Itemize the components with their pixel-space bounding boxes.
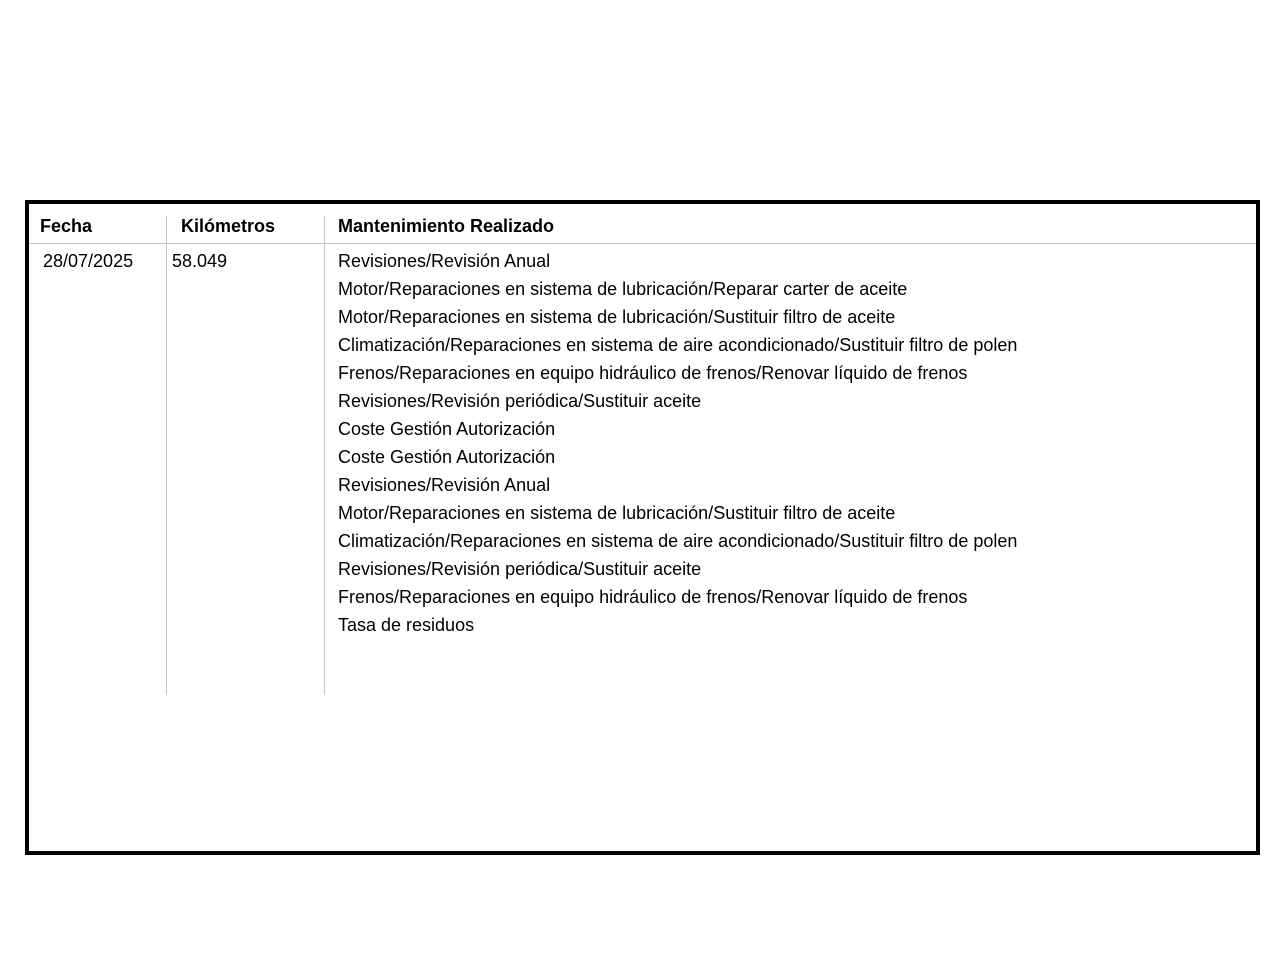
maintenance-item: Frenos/Reparaciones en equipo hidráulico de frenos/Renovar líquido de frenos xyxy=(338,587,968,607)
maintenance-item: Frenos/Reparaciones en equipo hidráulico de frenos/Renovar líquido de frenos xyxy=(338,363,968,383)
maintenance-item: Motor/Reparaciones en sistema de lubricación/Sustituir filtro de aceite xyxy=(338,503,896,523)
maintenance-item: Motor/Reparaciones en sistema de lubricación/Sustituir filtro de aceite xyxy=(338,307,896,327)
cell-mantenimiento xyxy=(325,244,1256,695)
maintenance-item: Revisiones/Revisión periódica/Sustituir aceite xyxy=(338,391,702,411)
maintenance-item: Coste Gestión Autorización xyxy=(338,447,556,467)
maintenance-item: Coste Gestión Autorización xyxy=(338,419,556,439)
table-header-row xyxy=(29,204,1256,244)
maintenance-item: Revisiones/Revisión Anual xyxy=(338,251,551,271)
maintenance-item: Motor/Reparaciones en sistema de lubricación/Reparar carter de aceite xyxy=(338,279,908,299)
maintenance-table-frame xyxy=(25,200,1260,855)
cell-kilometros: 58.049 xyxy=(167,244,325,695)
maintenance-item: Tasa de residuos xyxy=(338,615,475,635)
column-header-fecha: Fecha xyxy=(29,216,167,243)
cell-fecha: 28/07/2025 xyxy=(29,244,167,695)
maintenance-item: Climatización/Reparaciones en sistema de aire acondicionado/Sustituir filtro de polen xyxy=(338,531,1018,551)
maintenance-item: Revisiones/Revisión Anual xyxy=(338,475,551,495)
maintenance-item: Climatización/Reparaciones en sistema de aire acondicionado/Sustituir filtro de polen xyxy=(338,335,1018,355)
maintenance-item: Revisiones/Revisión periódica/Sustituir aceite xyxy=(338,559,702,579)
column-header-mantenimiento: Mantenimiento Realizado xyxy=(338,216,555,236)
table-row xyxy=(29,244,1256,695)
column-header-kilometros: Kilómetros xyxy=(167,216,325,243)
